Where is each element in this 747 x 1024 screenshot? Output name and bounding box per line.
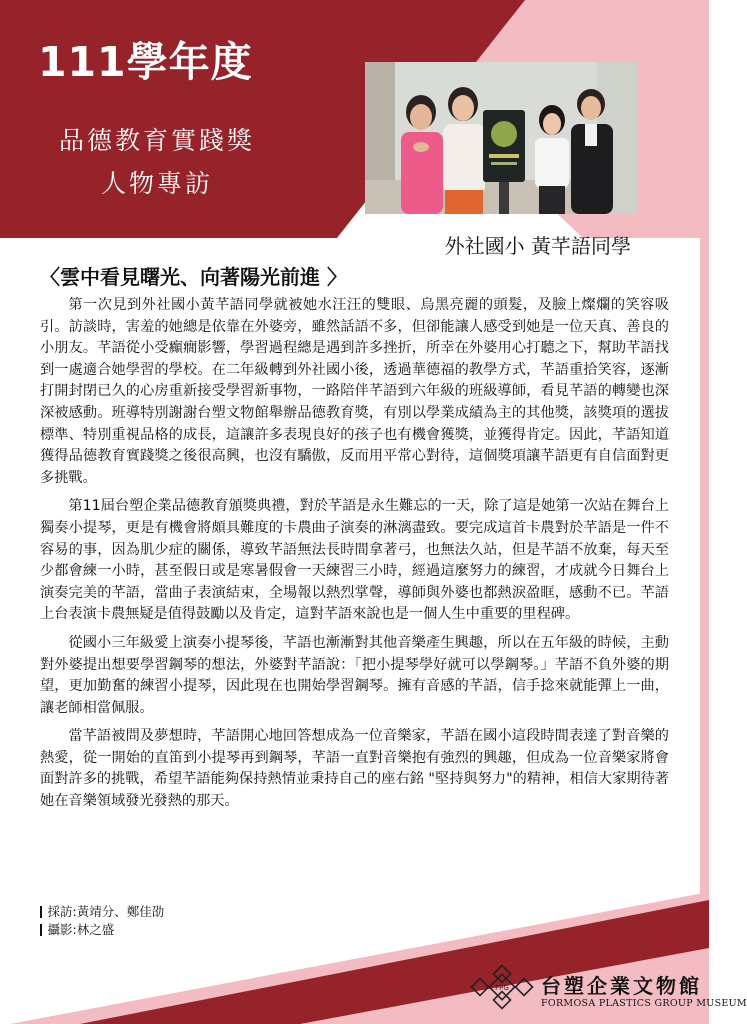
credit-interview-text: 採訪:黃靖分、鄭佳劭 [47,904,165,919]
article-paragraph: 第一次見到外社國小黃芊語同學就被她水汪汪的雙眼、烏黑亮麗的頭髮，及臉上燦爛的笑容吸引。訪談時，害羞的她總是依靠在外婆旁，雖然話語不多，但卻能讓人感受到她是一位天真、善良的小朋友。芊語從小受癲癇影響，學習過程總是遇到許多挫折，所幸在外婆用心打聽之下，幫助芊語找到一處適合她學習的學校。在二年級轉到外社國小後，透過華德福的教學方式，芊語重拾笑容，逐漸打開封閉已久的心房重新接受學習新事物，一路陪伴芊語到六年級的班級導師，看見芊語的轉變也深深被感動。班導特別謝謝台塑文物館舉辦品德教育獎，有別以學業成績為主的其他獎，該獎項的選拔標準、特別重視品格的成長，這讓許多表現良好的孩子也有機會獲獎，並獲得肯定。因此，芊語知道獲得品德教育實踐獎之後很高興，也沒有驕傲，反而用平常心對待，這個獎項讓芊語更有自信面對更多挑戰。 [40,297,669,486]
credit-photo-text: 攝影:林之盛 [47,922,115,937]
credit-interview [40,903,164,921]
divider-bar [40,924,42,936]
museum-logo-emblem [470,964,534,1010]
logo-emblem-mark: FPG [495,984,509,992]
group-photo [365,62,637,214]
article-paragraph: 從國小三年級愛上演奏小提琴後，芊語也漸漸對其他音樂產生興趣，所以在五年級的時候，主動對外婆提出想要學習鋼琴的想法，外婆對芊語說：「把小提琴學好就可以學鋼琴。」芊語不負外婆的期望，更加勤奮的練習小提琴，因此現在也開始學習鋼琴。擁有音感的芊語，信手捻來就能彈上一曲，讓老師相當佩服。 [40,634,669,716]
article-body [40,295,669,820]
right-pink-edge [700,238,709,905]
museum-logo-name: 台塑企業文物館 [541,974,702,998]
museum-logo-english: FORMOSA PLASTICS GROUP MUSEUM [541,998,747,1009]
person-center-right [535,105,569,214]
page-title: 111學年度 [38,38,253,86]
article-headline: 〈雲中看見曙光、向著陽光前進 〉 [40,265,347,289]
award-name: 品德教育實踐獎 [58,126,255,155]
credit-photo [40,921,164,939]
interview-label: 人物專訪 [100,169,213,198]
photo-caption: 外社國小 黃芊語同學 [444,234,631,258]
article-paragraph: 第11屆台塑企業品德教育頒獎典禮，對於芊語是永生難忘的一天，除了這是她第一次站在舞台上獨奏小提琴，更是有機會將頗具難度的卡農曲子演奏的淋漓盡致。要完成這首卡農對於芊語是一件不容易的事，因為肌少症的關係，導致芊語無法長時間拿著弓，也無法久站，但是芊語不放棄，每天至少都會練一小時，甚至假日或是寒暑假會一天練習三小時，經過這麼努力的練習，才成就今日舞台上演奏完美的芊語，當曲子表演結束，全場報以熱烈掌聲，導師與外婆也都熱淚盈眶，感動不已。芊語上台表演卡農無疑是值得鼓勵以及肯定，這對芊語來說也是一個人生中重要的里程碑。 [40,498,669,623]
credits [40,903,164,939]
article-paragraph: 當芊語被問及夢想時，芊語開心地回答想成為一位音樂家，芊語在國小這段時間表達了對音樂的熱愛，從一開始的直笛到小提琴再到鋼琴，芊語一直對音樂抱有強烈的興趣，但成為一位音樂家將會面對許多的挑戰，希望芊語能夠保持熱情並秉持自己的座右銘 "堅持與努力"的精神，相信大家期待著她在音樂領域發光發熱的那天。 [40,728,669,810]
divider-bar [40,906,42,918]
